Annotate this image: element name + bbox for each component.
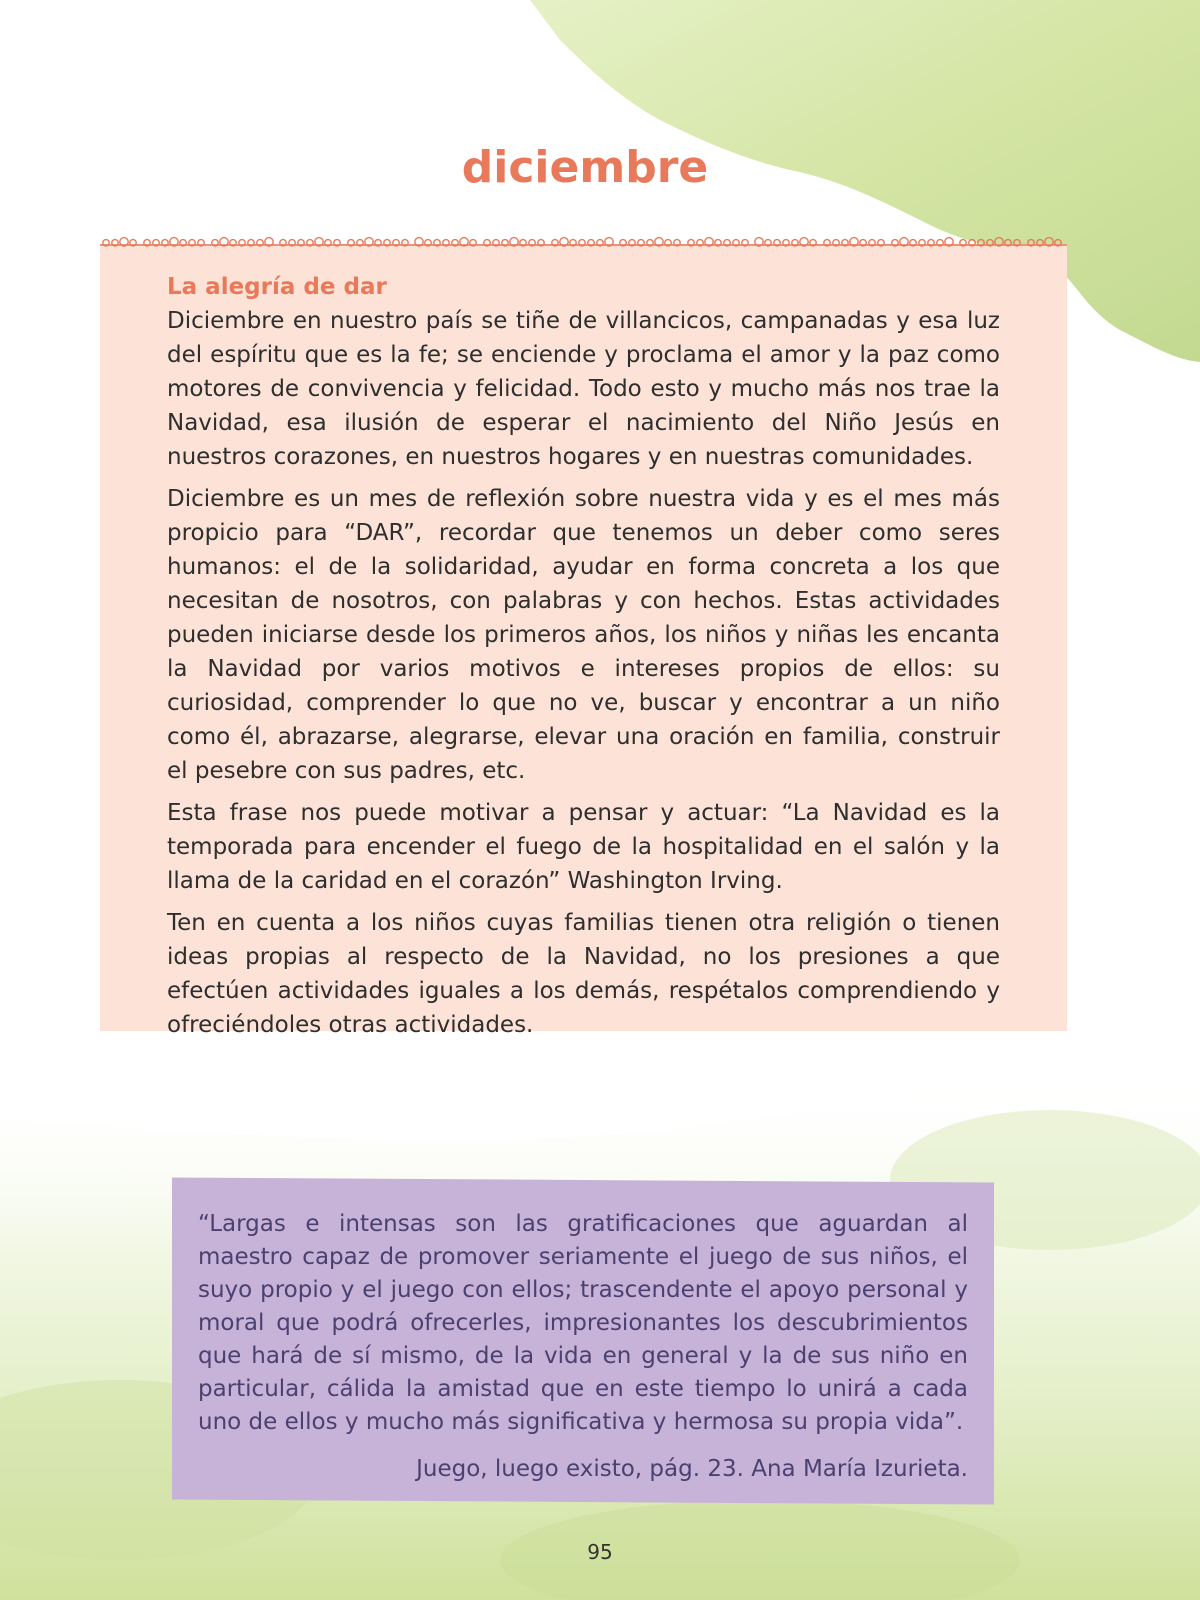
quote-source: Juego, luego existo, pág. 23. Ana María Izurieta. (416, 1456, 968, 1482)
month-title: diciembre (461, 142, 709, 193)
quote-text: “Largas e intensas son las gratificaciones que aguardan al maestro capaz de promover seriamente el juego de sus niños, el suyo propio y el juego con ellos; trascendente el apoyo personal y moral que podrá ofrecerles, impresionantes los descubrimientos que hará de sí mismo, de la vida en general y la de sus niño en particular, cálida la amistad que en este tiempo lo unirá a cada uno de ellos y mucho más significativa y hermosa su propia vida”. (198, 1211, 968, 1435)
main-article (167, 270, 1000, 1050)
paragraph: Esta frase nos puede motivar a pensar y actuar: “La Navidad es la temporada para encender el fuego de la hospitalidad en el salón y la llama de la caridad en el corazón” Washington Irving. (167, 800, 1000, 894)
paragraph: Diciembre en nuestro país se tiñe de villancicos, campanadas y esa luz del espíritu que es la fe; se enciende y proclama el amor y la paz como motores de convivencia y felicidad. Todo esto y mucho más nos trae la Navidad, esa ilusión de esperar el nacimiento del Niño Jesús en nuestros corazones, en nuestros hogares y en nuestras comunidades. (167, 308, 1000, 470)
quote-block (198, 1208, 968, 1486)
paragraph: Ten en cuenta a los niños cuyas familias tienen otra religión o tienen ideas propias al respecto de la Navidad, no los presiones a que efectúen actividades iguales a los demás, respétalos comprendiendo y ofreciéndoles otras actividades. (167, 910, 1000, 1038)
loop-border-ornament (100, 236, 1067, 252)
paragraph: Diciembre es un mes de reflexión sobre nuestra vida y es el mes más propicio para “DAR”, recordar que tenemos un deber como seres humanos: el de la solidaridad, ayudar en forma concreta a los que necesitan de nosotros, con palabras y con hechos. Estas actividades pueden iniciarse desde los primeros años, los niños y niñas les encanta la Navidad por varios motivos e intereses propios de ellos: su curiosidad, comprender lo que no ve, buscar y encontrar a un niño como él, abrazarse, alegrarse, elevar una oración en familia, construir el pesebre con sus padres, etc. (167, 486, 1000, 784)
section-heading: La alegría de dar (167, 274, 387, 300)
page-number: 95 (587, 1540, 613, 1564)
